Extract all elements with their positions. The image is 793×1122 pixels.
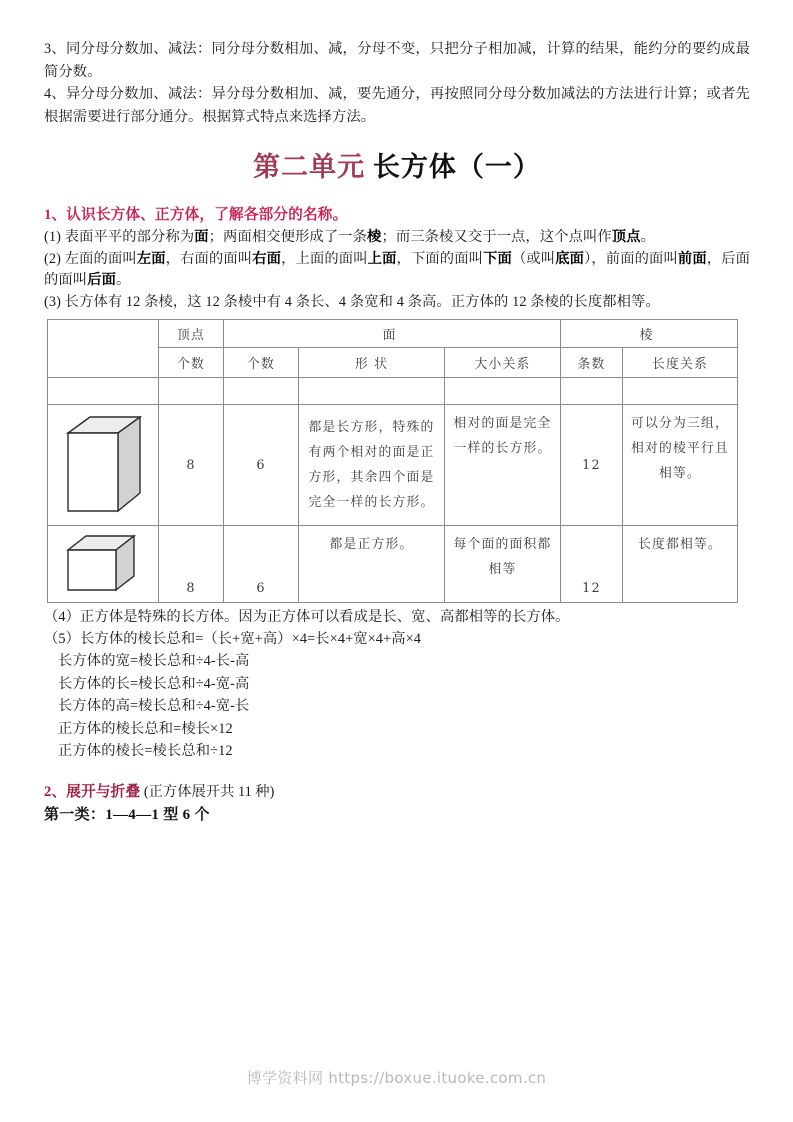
formula-line-2: 长方体的长=棱长总和÷4-宽-高 <box>58 675 250 692</box>
spacer-cell-2 <box>159 378 224 405</box>
header-face-size: 大小关系 <box>445 348 561 378</box>
emphasis-term: 下面 <box>483 250 512 267</box>
header-face-count: 个数 <box>224 348 299 378</box>
cube-face-shape: 都是正方形。 <box>299 526 445 603</box>
section-2-heading-bold: 2、展开与折叠 <box>44 783 141 800</box>
body-text: ，上面的面叫 <box>281 250 368 267</box>
after-table-item-4: （4）正方体是特殊的长方体。因为正方体可以看成是长、宽、高都相等的长方体。 <box>44 609 570 625</box>
formula-line-1: 长方体的宽=棱长总和÷4-长-高 <box>58 653 250 669</box>
header-vertex: 顶点 <box>159 320 224 348</box>
intro-paragraph-4: 4、异分母分数加、减法：异分母分数相加、减，要先通分，再按照同分母分数加减法的方法进行计算；或者先根据需要进行部分通分。根据算式特点来选择方法。 <box>44 86 750 125</box>
emphasis-term: 前面 <box>677 250 707 267</box>
section-2-heading-plain: (正方体展开共 11 种) <box>140 783 275 800</box>
table-header-top-row <box>48 320 738 348</box>
table-spacer-row <box>48 378 738 405</box>
section-2-subheading: 第一类：1—4—1 型 6 个 <box>44 806 210 823</box>
unit-number: 第二单元 <box>253 152 366 182</box>
header-edge-count: 条数 <box>561 348 623 378</box>
formula-line-3: 长方体的高=棱长总和÷4-宽-长 <box>58 698 250 714</box>
cuboid-vertex-count: 8 <box>159 405 224 526</box>
section-1-item-2 <box>44 249 750 292</box>
cube-edge-count: 12 <box>561 526 623 603</box>
table-row <box>48 405 738 526</box>
table-row <box>48 526 738 603</box>
body-text: ；两面相交便形成了一条 <box>208 229 368 245</box>
body-text: （或叫 <box>511 250 556 267</box>
body-text: 表面平平的部分称为 <box>64 229 195 245</box>
emphasis-term: 上面 <box>367 250 397 267</box>
spacer-cell-7 <box>623 378 738 405</box>
item-label-3: (3) <box>44 293 61 310</box>
spacer-cell-6 <box>561 378 623 405</box>
header-face-shape: 形 状 <box>299 348 445 378</box>
emphasis-term: 左面 <box>136 250 166 267</box>
body-text: ，下面的面叫 <box>396 250 484 267</box>
cube-face-size: 每个面的面积都相等 <box>445 526 561 603</box>
emphasis-term: 后面 <box>87 272 116 288</box>
cuboid-edge-length: 可以分为三组，相对的棱平行且相等。 <box>623 405 738 526</box>
body-text: 长方体有 12 条棱，这 12 条棱中有 4 条长、4 条宽和 4 条高。正方体的 12 条棱的长度都相等。 <box>64 293 660 310</box>
emphasis-term: 底面 <box>555 250 585 267</box>
item-text-3 <box>65 294 660 310</box>
emphasis-term: 面 <box>194 229 209 245</box>
unit-name: 长方体（一） <box>372 152 541 182</box>
item-label-1: (1) <box>44 229 61 245</box>
body-text: 。 <box>116 272 131 288</box>
cuboid-face-count: 6 <box>224 405 299 526</box>
body-text: ，后面的面叫 <box>44 250 751 288</box>
intro-paragraph-3: 3、同分母分数加、减法：同分母分数相加、减，分母不变，只把分子相加减，计算的结果，能约分的要约成最简分数。 <box>44 41 750 80</box>
formula-line-5: 正方体的棱长=棱长总和÷12 <box>58 743 233 759</box>
cube-figure-cell <box>48 526 159 603</box>
header-face: 面 <box>224 320 561 348</box>
spacer-cell-1 <box>48 378 159 405</box>
emphasis-term: 右面 <box>252 250 282 267</box>
page-content <box>44 38 750 827</box>
section-1-heading: 1、认识长方体、正方体，了解各部分的名称。 <box>44 207 348 223</box>
cube-vertex-count: 8 <box>159 526 224 603</box>
formula-line-4: 正方体的棱长总和=棱长×12 <box>58 720 233 737</box>
cuboid-icon <box>60 411 146 519</box>
cube-edge-length: 长度都相等。 <box>623 526 738 603</box>
body-text: ），前面的面叫 <box>584 250 678 267</box>
emphasis-term: 顶点 <box>611 229 641 245</box>
spacer-cell-4 <box>299 378 445 405</box>
item-text-2 <box>44 251 750 289</box>
watermark: 博学资料网 https://boxue.ituoke.com.cn <box>246 1069 547 1087</box>
emphasis-term: 棱 <box>367 229 382 245</box>
header-edge: 棱 <box>561 320 738 348</box>
cuboid-figure-cell <box>48 405 159 526</box>
cuboid-face-size: 相对的面是完全一样的长方形。 <box>445 405 561 526</box>
section-1-item-3 <box>44 292 750 314</box>
section-1-item-1 <box>44 227 750 249</box>
body-text: 左面的面叫 <box>64 250 137 267</box>
header-vertex-count: 个数 <box>159 348 224 378</box>
item-label-2: (2) <box>44 250 61 267</box>
shape-comparison-table <box>47 319 738 603</box>
body-text: ，右面的面叫 <box>165 250 253 267</box>
cube-icon <box>60 532 146 596</box>
cuboid-face-shape: 都是长方形，特殊的有两个相对的面是正方形，其余四个面是完全一样的长方形。 <box>299 405 445 526</box>
header-shape-col <box>48 320 159 378</box>
body-text: ；而三条棱又交于一点，这个点叫作 <box>381 229 612 245</box>
after-table-item-5: （5）长方体的棱长总和=（长+宽+高）×4=长×4+宽×4+高×4 <box>44 630 422 647</box>
cube-face-count: 6 <box>224 526 299 603</box>
spacer-cell-5 <box>445 378 561 405</box>
section-2-heading <box>44 781 750 803</box>
body-text: 。 <box>640 229 655 245</box>
header-edge-length: 长度关系 <box>623 348 738 378</box>
spacer-cell-3 <box>224 378 299 405</box>
item-text-1 <box>65 229 655 245</box>
cuboid-edge-count: 12 <box>561 405 623 526</box>
unit-title <box>44 150 750 184</box>
